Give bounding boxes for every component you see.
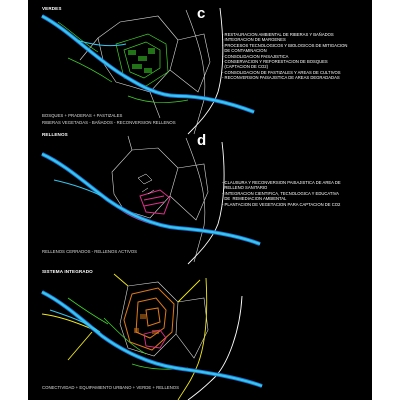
note-item: - INTEGRACION CIENTIFICA, TECNOLOGICA Y EDUCATIVA: [222, 190, 339, 196]
note-item: - INTEGRACION DE MARGENES: [222, 37, 286, 43]
diagram-sheet: [28, 0, 372, 400]
note-item: (CAPTACION DE CO2): [222, 64, 268, 70]
notes-rellenos: [222, 180, 341, 207]
forest-hatch: [128, 48, 155, 73]
caption-rellenos: RELLENOS CERRADOS - RELLENOS ACTIVOS: [42, 249, 138, 254]
caption-integrado: CONECTIVIDAD + EQUIPAMIENTO URBANO + VERDE + RELLENOS: [42, 385, 180, 390]
river-edge-integrado: [42, 292, 262, 386]
panel-letter-d: d: [197, 132, 207, 149]
note-item: DE REMEDIACION AMBIENTAL: [222, 196, 287, 202]
note-item: - CONSERVACION Y REFORESTACION DE BOSQUES: [222, 59, 328, 65]
caption-verdes-1: BOSQUES + PRADERAS + PASTIZALES: [42, 113, 123, 118]
map-integrado: [28, 272, 372, 400]
note-item: RELLENO SANITARIO: [222, 185, 268, 191]
note-item: - RECONVERSION PAISAJISTICA DE AREAS DEGRADADAS: [222, 75, 340, 81]
note-item: - PLANTACION DE VEGETACION PARA CAPTACION DE CO2: [222, 201, 341, 207]
boundary-line-verdes: [188, 8, 223, 134]
note-item: DE CONTAMINACION: [222, 48, 267, 54]
tributary-rellenos: [54, 180, 106, 198]
caption-verdes-2: RIBERAS VEGETADAS - BAÑADOS - RECONVERSION RELLENOS: [42, 120, 176, 125]
panel-title-rellenos: RELLENOS: [42, 132, 68, 137]
notes-verdes: [222, 32, 347, 81]
urban-equipment: [124, 288, 174, 350]
vegetation-areas: [58, 22, 188, 103]
panel-letter-c: c: [197, 5, 206, 22]
river-integrado: [42, 292, 262, 386]
landfill-hatch: [138, 174, 154, 194]
panel-title-verdes: VERDES: [42, 6, 62, 11]
note-item: - PROCESOS TECNOLOGICOS Y BIOLOGICOS DE MITIGACION: [222, 42, 348, 48]
note-item: - RESTAURACION AMBIENTAL DE RIBERAS Y BAÑADOS: [222, 32, 334, 37]
street-outlines-rellenos: [112, 136, 208, 262]
note-item: - CONSOLIDACION PAISAJISTICA: [222, 53, 289, 59]
boundary-line-integrado: [188, 296, 242, 400]
note-item: - CLAUSURA Y RECONVERSION PAISAJISTICA DE AREA DE: [222, 180, 341, 185]
boundary-line-rellenos: [188, 142, 224, 264]
panel-title-integrado: SISTEMA INTEGRADO: [42, 269, 93, 274]
note-item: - CONSOLIDACION DE PASTIZALES Y AREAS DE CULTIVOS: [222, 69, 341, 75]
